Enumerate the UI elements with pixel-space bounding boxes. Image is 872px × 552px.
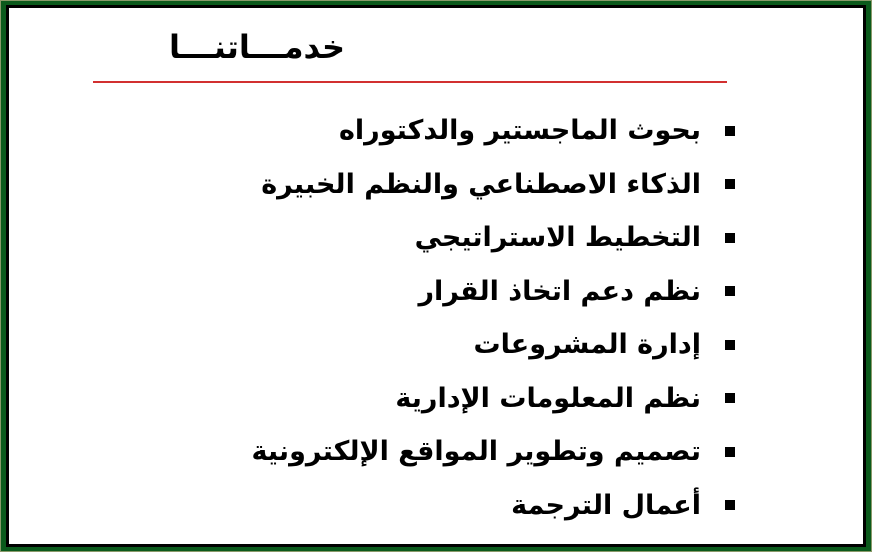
list-item xyxy=(252,318,735,372)
list-item-label: بحوث الماجستير والدكتوراه xyxy=(338,115,701,147)
square-bullet-icon xyxy=(725,233,735,243)
square-bullet-icon xyxy=(725,340,735,350)
list-item xyxy=(252,425,735,479)
slide-title: خدمـــاتنـــا xyxy=(168,28,346,66)
list-item-label: أعمال الترجمة xyxy=(511,489,701,521)
list-item xyxy=(252,479,735,533)
list-item-label: التخطيط الاستراتيجي xyxy=(414,222,701,254)
list-item xyxy=(252,265,735,319)
slide-canvas xyxy=(6,5,866,547)
square-bullet-icon xyxy=(725,447,735,457)
list-item-label: نظم المعلومات الإدارية xyxy=(395,382,701,414)
services-list xyxy=(252,104,735,532)
list-item-label: إدارة المشروعات xyxy=(473,329,701,361)
list-item xyxy=(252,104,735,158)
list-item-label: نظم دعم اتخاذ القرار xyxy=(418,275,701,307)
list-item xyxy=(252,372,735,426)
list-item-label: تصميم وتطوير المواقع الإلكترونية xyxy=(251,436,701,468)
list-item-label: الذكاء الاصطناعي والنظم الخبيرة xyxy=(261,168,701,200)
list-item xyxy=(252,211,735,265)
square-bullet-icon xyxy=(725,179,735,189)
list-item xyxy=(252,158,735,212)
square-bullet-icon xyxy=(725,286,735,296)
square-bullet-icon xyxy=(725,126,735,136)
title-divider xyxy=(93,81,727,83)
square-bullet-icon xyxy=(725,393,735,403)
square-bullet-icon xyxy=(725,500,735,510)
